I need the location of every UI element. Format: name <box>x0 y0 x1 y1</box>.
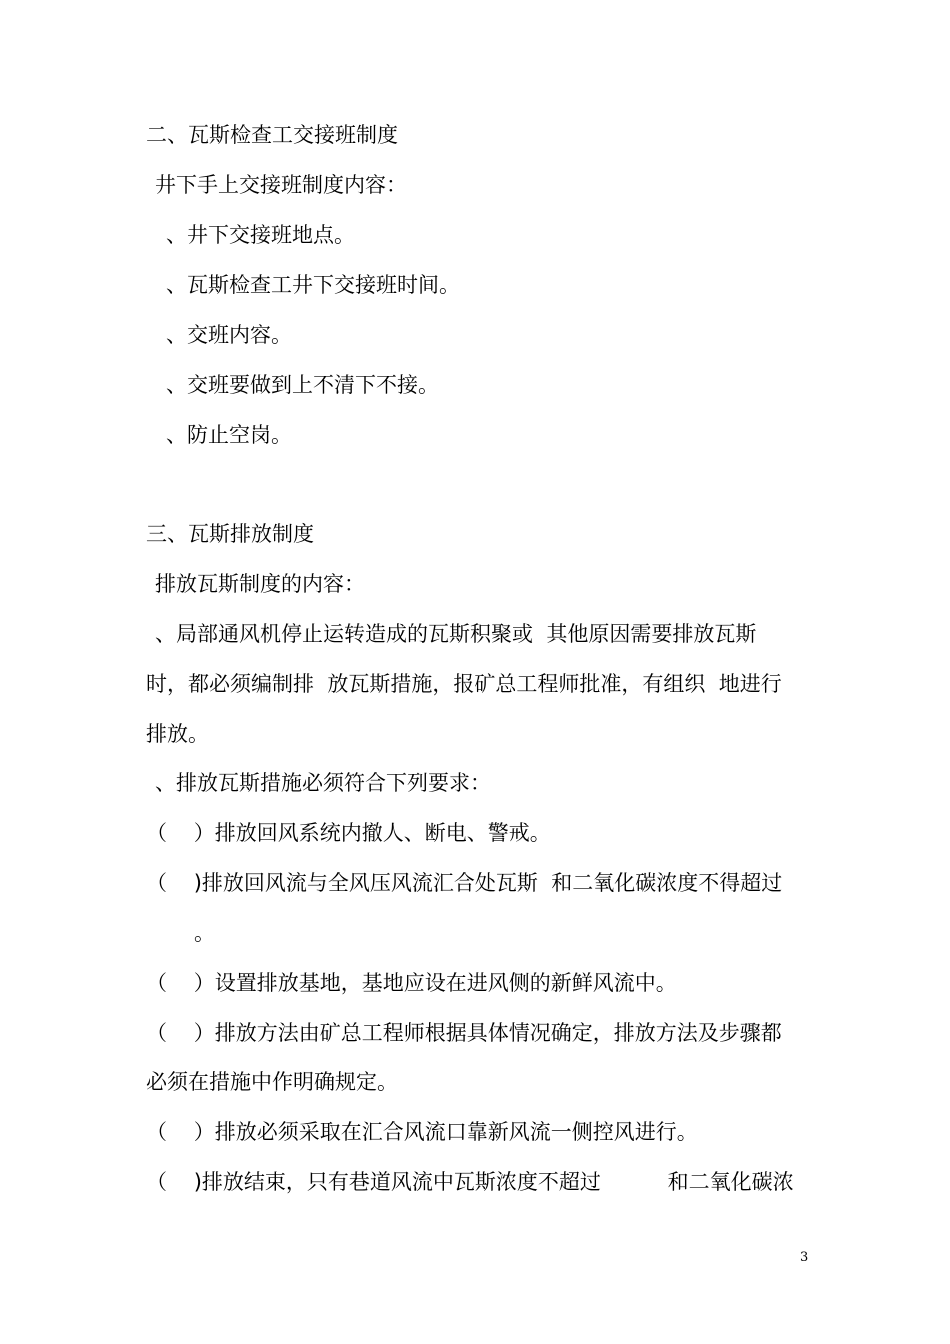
requirement-6: （ )排放结束，只有巷道风流中瓦斯浓度不超过 和二氧化碳浓 <box>146 1170 794 1194</box>
section3-para2: 、排放瓦斯措施必须符合下列要求： <box>155 771 491 795</box>
requirement-4-line1: （ ）排放方法由矿总工程师根据具体情况确定，排放方法及步骤都 <box>146 1021 782 1045</box>
requirement-1: （ ）排放回风系统内撤人、断电、警戒。 <box>146 821 551 845</box>
requirement-4-line2: 必须在措施中作明确规定。 <box>146 1070 398 1094</box>
page-number: 3 <box>800 1250 809 1265</box>
section2-heading: 二、瓦斯检查工交接班制度 <box>146 123 398 147</box>
section2-item-2: 、瓦斯检查工井下交接班时间。 <box>166 273 460 297</box>
section3-para1-line3: 排放。 <box>146 722 209 746</box>
requirement-2-line1: （ )排放回风流与全风压风流汇合处瓦斯 和二氧化碳浓度不得超过 <box>146 871 783 895</box>
section3-para1-line2: 时，都必须编制排 放瓦斯措施，报矿总工程师批准，有组织 地进行 <box>146 672 782 696</box>
section2-item-3: 、交班内容。 <box>166 323 292 347</box>
requirement-2-line2: 。 <box>194 921 215 945</box>
section2-item-1: 、井下交接班地点。 <box>166 223 355 247</box>
section2-intro: 井下手上交接班制度内容： <box>155 173 407 197</box>
section2-item-4: 、交班要做到上不清下不接。 <box>166 373 439 397</box>
section3-para1-line1: 、局部通风机停止运转造成的瓦斯积聚或 其他原因需要排放瓦斯 <box>155 622 757 646</box>
requirement-5: （ ）排放必须采取在汇合风流口靠新风流一侧控风进行。 <box>146 1120 698 1144</box>
section2-item-5: 、防止空岗。 <box>166 423 292 447</box>
section3-heading: 三、瓦斯排放制度 <box>146 522 314 546</box>
requirement-3: （ ）设置排放基地，基地应设在进风侧的新鲜风流中。 <box>146 971 677 995</box>
section3-intro: 排放瓦斯制度的内容： <box>155 572 365 596</box>
